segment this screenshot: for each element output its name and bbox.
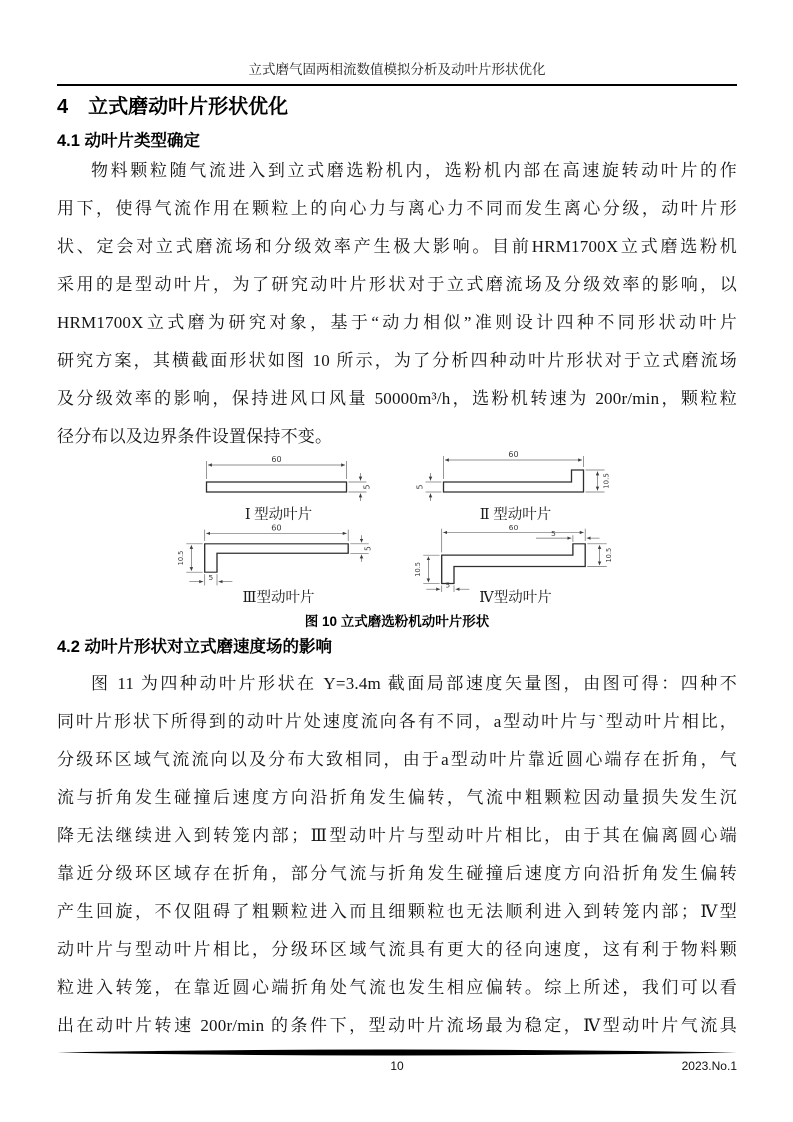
paragraph-2 [57,665,737,1045]
blade-label: Ⅳ型动叶片 [479,590,552,606]
body-line: 产生回旋，不仅阻碍了粗颗粒进入而且细颗粒也无法顺利进入到转笼内部；Ⅳ型 [57,902,737,921]
dimension-label: 10.5 [413,561,423,577]
dimension-label: 60 [271,523,282,533]
dimension-label: 5 [550,529,556,539]
body-line: 动叶片与型动叶片相比，分级环区域气流具有更大的径向速度，这有利于物料颗 [57,940,737,959]
body-line: 靠近分级环区域存在折角，部分气流与折角发生碰撞后速度方向沿折角发生偏转 [57,864,737,883]
footer-rule [57,1048,737,1057]
dimension-label: 10.5 [602,473,611,489]
blade-label: Ⅱ 型动叶片 [479,507,552,523]
issue-label: 2023.No.1 [681,1059,737,1073]
body-line: 及分级效率的影响，保持进风口风量 50000m³/h，选粉机转速为 200r/min，颗粒粒 [57,389,737,408]
blade-type-2-drawing [413,448,618,510]
dimension-label: 5 [363,546,373,551]
page-footer [57,1048,737,1075]
footer-row [57,1059,737,1075]
body-line: 径分布以及边界条件设置保持不变。 [57,427,333,446]
body-line: 图 11 为四种动叶片形状在 Y=3.4m 截面局部速度矢量图，由图可得：四种不 [91,674,737,693]
blade-diagram-type-4 [408,523,623,606]
running-title: 立式磨气固两相流数值模拟分析及动叶片形状优化 [57,58,737,86]
body-line: HRM1700X立式磨为研究对象，基于“动力相似”准则设计四种不同形状动叶片 [57,313,737,332]
blade-label: Ⅲ型动叶片 [242,590,315,606]
body-line: 采用的是型动叶片，为了研究动叶片形状对于立式磨流场及分级效率的影响，以 [57,275,737,294]
dimension-label: 60 [271,455,282,464]
dimension-label: 5 [208,573,214,582]
section-heading: 4 立式磨动叶片形状优化 [57,96,289,118]
dimension-label: 5 [445,581,451,590]
figure-10 [57,448,737,630]
body-line: 流与折角发生碰撞后速度方向沿折角发生偏转，气流中粗颗粒因动量损失发生沉 [57,788,737,807]
body-line: 出在动叶片转速 200r/min 的条件下，型动叶片流场最为稳定，Ⅳ型动叶片气流具 [57,1016,737,1035]
body-line: 粒进入转笼，在靠近圆心端折角处气流也发生相应偏转。综上所述，我们可以看 [57,978,737,997]
body-line: 降无法继续进入到转笼内部；Ⅲ型动叶片与型动叶片相比，由于其在偏离圆心端 [57,826,737,845]
figure-caption: 图 10 立式磨选粉机动叶片形状 [304,614,490,629]
blade-diagram-type-1 [171,448,386,523]
dimension-label: 5 [362,484,372,490]
dimension-label: 5 [415,484,425,490]
blade-diagram-type-3 [171,523,386,606]
body-line: 同叶片形状下所得到的动叶片处速度流向各有不同，a型动叶片与`型动叶片相比， [57,712,737,731]
body-line: 状、定会对立式磨流场和分级效率产生极大影响。目前HRM1700X立式磨选粉机 [57,237,737,256]
subsection-heading-41: 4.1 动叶片类型确定 [57,132,201,150]
dimension-label: 60 [508,523,519,533]
dimension-label: 10.5 [176,550,186,566]
body-line: 分级环区域气流流向以及分布大致相同，由于a型动叶片靠近圆心端存在折角，气 [57,750,737,769]
blade-diagram-grid [171,448,623,606]
page-number: 10 [390,1059,404,1073]
body-line: 用下，使得气流作用在颗粒上的向心力与离心力不同而发生离心分级，动叶片形 [57,199,737,218]
subsection-heading-42: 4.2 动叶片形状对立式磨速度场的影响 [57,638,333,656]
body-line: 物料颗粒随气流进入到立式磨选粉机内，选粉机内部在高速旋转动叶片的作 [91,161,737,180]
blade-type-3-drawing [176,523,381,593]
body-line: 研究方案，其横截面形状如图 10 所示，为了分析四种动叶片形状对于立式磨流场 [57,351,737,370]
blade-type-4-drawing [413,523,618,593]
blade-diagram-type-2 [408,448,623,523]
paragraph-1 [57,152,737,456]
dimension-label: 60 [508,450,519,459]
blade-label: Ⅰ 型动叶片 [244,507,313,523]
blade-type-1-drawing [176,448,381,510]
dimension-label: 10.5 [604,547,613,563]
